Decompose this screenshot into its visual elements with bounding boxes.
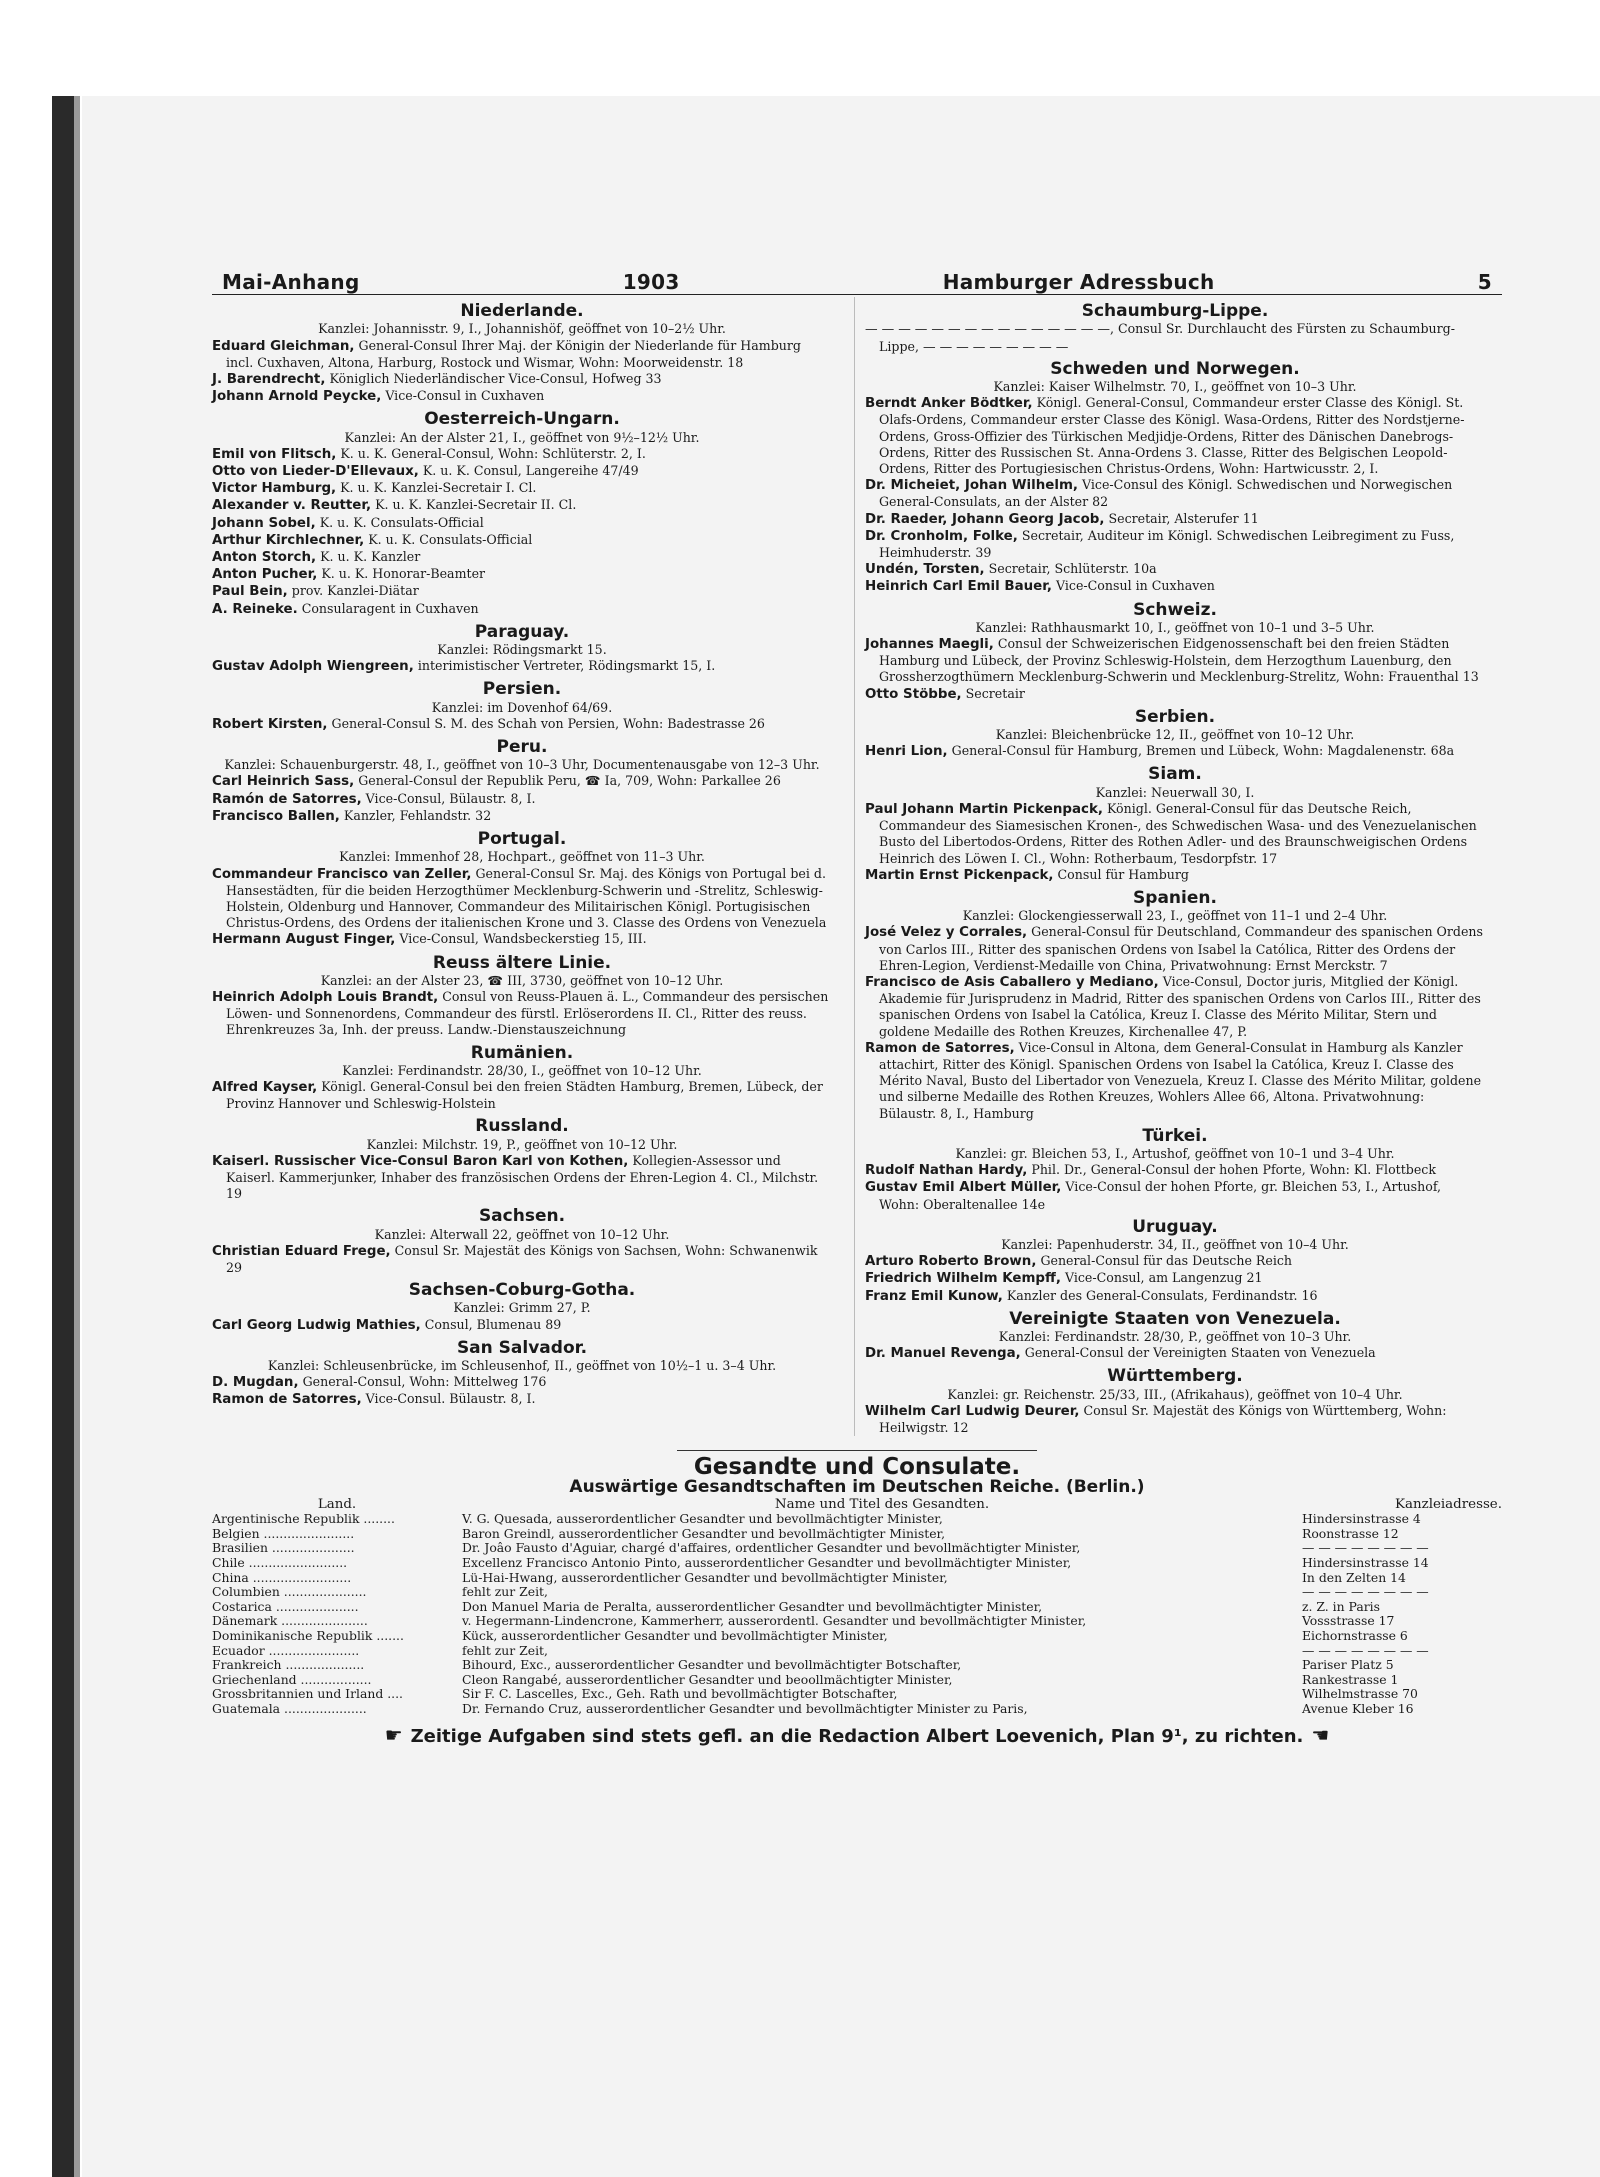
consul-details: Secretair, Auditeur im Königl. Schwedischen Leibregiment zu Fuss, Heimhuderstr. 39	[879, 527, 1455, 561]
consul-entry	[212, 1317, 832, 1334]
section-title: Rumänien.	[470, 1042, 574, 1063]
consul-name: Eduard Gleichman,	[212, 338, 355, 354]
page-content	[212, 266, 1502, 2156]
consul-details: K. u. K. Consulats-Official	[319, 514, 484, 530]
consul-details: Consul von Reuss-Plauen ä. L., Commandeur des persischen Löwen- und Sonnenordens, Commandeur des fürstl. Erlöserordens II. Cl., Ritter des reuss. Ehrenkreuzes 3a, Inh. der preuss. Landw.-Dienstauszeichnung	[226, 988, 829, 1038]
consul-details: prov. Kanzlei-Diätar	[291, 583, 419, 599]
kanzlei-line: Kanzlei: Milchstr. 19, P., geöffnet von 10–12 Uhr.	[366, 1136, 678, 1152]
gesandte-title: Gesandte und Consulate.	[693, 1454, 1021, 1481]
consul-details: Vice-Consul der hohen Pforte, gr. Bleichen 53, I., Artushof, Wohn: Oberaltenallee 14e	[879, 1179, 1442, 1212]
consul-details: General-Consul für Hamburg, Bremen und Lübeck, Wohn: Magdalenenstr. 68a	[951, 743, 1455, 759]
kanzlei-line: Kanzlei: an der Alster 23, ☎ III, 3730, geöffnet von 10–12 Uhr.	[320, 972, 724, 988]
consul-details: Königl. General-Consul bei den freien Städten Hamburg, Bremen, Lübeck, der Provinz Hannover und Schleswig-Holstein	[226, 1078, 823, 1112]
consul-details: General-Consul Ihrer Maj. der Königin der Niederlande für Hamburg incl. Cuxhaven, Altona, Harburg, Rostock und Wismar, Wohn: Moorweidenstr. 18	[226, 337, 801, 370]
table-row	[212, 1571, 1502, 1586]
consul-name: Henri Lion,	[865, 744, 948, 760]
consul-name: Christian Eduard Frege,	[212, 1243, 391, 1259]
table-row	[212, 1527, 1502, 1542]
consul-entry	[865, 1345, 1485, 1362]
consul-details: Kollegien-Assessor und Kaiserl. Kammerjunker, Inhaber des französischen Ordens der Ehren-Legion 4. Cl., Milchstr. 19	[226, 1152, 819, 1202]
section-title: Reuss ältere Linie.	[432, 952, 612, 973]
land-cell: China .........................	[212, 1569, 352, 1585]
consul-name: Dr. Micheiet, Johan Wilhelm,	[865, 478, 1078, 494]
consul-entry	[212, 497, 832, 514]
consul-details: K. u. K. Kanzlei-Secretair II. Cl.	[375, 497, 577, 513]
consul-name: Robert Kirsten,	[212, 716, 328, 732]
consul-name: Undén, Torsten,	[865, 562, 985, 578]
consul-details: Vice-Consul, am Langenzug 21	[1064, 1270, 1263, 1286]
land-cell: Columbien .....................	[212, 1584, 367, 1600]
consul-entry	[212, 716, 832, 733]
name-cell: Don Manuel Maria de Peralta, ausserordentlicher Gesandter und bevollmächtigter Minister,	[462, 1598, 1043, 1614]
consul-name: Wilhelm Carl Ludwig Deurer,	[865, 1403, 1080, 1419]
consul-name: Kaiserl. Russischer Vice-Consul Baron Karl von Kothen,	[212, 1153, 629, 1169]
section-title: Paraguay.	[474, 621, 570, 642]
consul-name: Francisco Ballen,	[212, 808, 340, 824]
name-cell: Cleon Rangabé, ausserordentlicher Gesandter und beoollmächtigter Minister,	[462, 1671, 953, 1687]
consul-details: Kanzler, Fehlandstr. 32	[343, 807, 492, 823]
land-cell: Grossbritannien und Irland ....	[212, 1686, 403, 1702]
kanzlei-line: Kanzlei: Papenhuderstr. 34, II., geöffnet von 10–4 Uhr.	[1001, 1236, 1349, 1252]
consul-entry	[865, 1403, 1485, 1436]
consul-name: Carl Heinrich Sass,	[212, 774, 355, 790]
consul-name: Paul Johann Martin Pickenpack,	[865, 801, 1103, 817]
two-column-body	[212, 297, 1502, 1436]
kanzlei-line: Kanzlei: gr. Reichenstr. 25/33, III., (Afrikahaus), geöffnet von 10–4 Uhr.	[947, 1386, 1403, 1402]
consul-name: Anton Pucher,	[212, 567, 318, 583]
section-divider	[677, 1450, 1037, 1451]
kanzlei-line: Kanzlei: im Dovenhof 64/69.	[431, 699, 613, 715]
consul-details: General-Consul S. M. des Schah von Persien, Wohn: Badestrasse 26	[331, 715, 765, 731]
consul-name: Hermann August Finger,	[212, 932, 396, 948]
consul-name: Rudolf Nathan Hardy,	[865, 1163, 1028, 1179]
consul-details: K. u. K. Kanzlei-Secretair I. Cl.	[340, 480, 537, 496]
land-cell: Brasilien .....................	[212, 1540, 355, 1556]
consul-entry	[865, 801, 1485, 867]
consul-name: Anton Storch,	[212, 550, 317, 566]
name-cell: Excellenz Francisco Antonio Pinto, ausserordentlicher Gesandter und bevollmächtigter Minister,	[462, 1554, 1072, 1570]
section-title: Serbien.	[1134, 706, 1216, 727]
land-cell: Dänemark ......................	[212, 1613, 368, 1629]
kanzlei-line: Kanzlei: Ferdinandstr. 28/30, I., geöffnet von 10–12 Uhr.	[342, 1062, 702, 1078]
consul-entry	[212, 989, 832, 1039]
header-left: Mai-Anhang	[222, 270, 360, 294]
consul-entry	[212, 515, 832, 532]
table-row	[212, 1644, 1502, 1659]
consul-name: Commandeur Francisco van Zeller,	[212, 866, 472, 882]
land-cell: Guatemala .....................	[212, 1700, 367, 1716]
land-cell: Frankreich ....................	[212, 1657, 365, 1673]
consul-entry	[865, 578, 1485, 595]
consul-entry	[212, 808, 832, 825]
section-title: Uruguay.	[1132, 1216, 1218, 1237]
table-row	[212, 1658, 1502, 1673]
kanzlei-line: Kanzlei: Schleusenbrücke, im Schleusenhof, II., geöffnet von 10½–1 u. 3–4 Uhr.	[267, 1357, 777, 1373]
consul-entry	[212, 1153, 832, 1203]
consul-details: Vice-Consul in Altona, dem General-Consulat in Hamburg als Kanzler attachirt, Ritter des Königl. Spanischen Ordens von Isabel la Católica, Kreuz I. Classe des Mérito Naval, Busto del Libertador von Venezuela, Kreuz I. Classe des Mérito Militar, goldene und silberne Medaille des Rothen Kreuzes, Wohlers Allee 66, Altona. Privatwohnung: Bülaustr. 8, I., Hamburg	[879, 1039, 1482, 1121]
consul-entry	[212, 791, 832, 808]
consul-entry	[865, 395, 1485, 477]
consul-name: Otto von Lieder-D'Ellevaux,	[212, 464, 419, 480]
consul-entry	[212, 866, 832, 932]
section-title: Schweden und Norwegen.	[1050, 358, 1300, 379]
book-spine-edge	[52, 96, 74, 2177]
consul-name: Berndt Anker Bödtker,	[865, 396, 1033, 412]
gesandte-subtitle: Auswärtige Gesandtschaften im Deutschen Reiche. (Berlin.)	[569, 1477, 1145, 1498]
consul-entry	[865, 1270, 1485, 1287]
consul-details: — — — — — — — — — — — — — — —, Consul Sr. Durchlaucht des Fürsten zu Schaumburg-Lippe, — — — — — — — — —	[865, 321, 1455, 354]
name-cell: Dr. Joâo Fausto d'Aguiar, chargé d'affaires, ordentlicher Gesandter und bevollmächtigter Minister,	[462, 1540, 1081, 1556]
consul-name: J. Barendrecht,	[212, 372, 326, 388]
table-row	[212, 1541, 1502, 1556]
consul-name: Martin Ernst Pickenpack,	[865, 867, 1054, 883]
consul-entry	[212, 549, 832, 566]
section-title: Vereinigte Staaten von Venezuela.	[1009, 1308, 1341, 1329]
consul-entry	[865, 867, 1485, 884]
name-cell: Dr. Fernando Cruz, ausserordentlicher Gesandter und bevollmächtigter Minister zu Paris,	[462, 1700, 1028, 1716]
kanzlei-line: Kanzlei: Glockengiesserwall 23, I., geöffnet von 11–1 und 2–4 Uhr.	[962, 908, 1388, 924]
consul-details: Secretair	[965, 685, 1025, 701]
consul-entry	[212, 583, 832, 600]
consul-details: Vice-Consul. Bülaustr. 8, I.	[365, 1391, 536, 1407]
consul-details: interimistischer Vertreter, Rödingsmarkt 15, I.	[417, 658, 716, 674]
consul-details: K. u. K. Kanzler	[320, 549, 421, 565]
consul-entry	[865, 743, 1485, 760]
consul-details: K. u. K. Consul, Langereihe 47/49	[422, 463, 639, 479]
kanzlei-line: Kanzlei: Immenhof 28, Hochpart., geöffnet von 11–3 Uhr.	[339, 849, 705, 865]
name-cell: Kück, ausserordentlicher Gesandter und bevollmächtigter Minister,	[462, 1627, 888, 1643]
footer-text: Zeitige Aufgaben sind stets gefl. an die Redaction Albert Loevenich, Plan 9¹, zu richten.	[410, 1725, 1304, 1747]
consul-name: Arturo Roberto Brown,	[865, 1254, 1037, 1270]
name-cell: fehlt zur Zeit,	[462, 1584, 548, 1600]
section-title: Türkei.	[1142, 1125, 1208, 1146]
land-cell: Belgien .......................	[212, 1525, 355, 1541]
section-title: Spanien.	[1133, 887, 1217, 908]
address-cell: Avenue Kleber 16	[1302, 1700, 1414, 1716]
consul-entry	[212, 480, 832, 497]
kanzlei-line: Kanzlei: Alterwall 22, geöffnet von 10–12 Uhr.	[374, 1226, 670, 1242]
kanzlei-line: Kanzlei: Schauenburgerstr. 48, I., geöffnet von 10–3 Uhr, Documentenausgabe von 12–3 Uhr.	[224, 757, 820, 773]
consul-name: Paul Bein,	[212, 584, 288, 600]
section-title: Schaumburg-Lippe.	[1081, 301, 1269, 322]
address-cell: z. Z. in Paris	[1302, 1598, 1380, 1614]
section-title: San Salvador.	[456, 1337, 588, 1358]
consul-entry	[865, 477, 1485, 510]
consul-entry	[865, 974, 1485, 1040]
consul-details: Consularagent in Cuxhaven	[301, 600, 479, 616]
consul-name: Franz Emil Kunow,	[865, 1288, 1003, 1304]
consul-name: Francisco de Asis Caballero y Mediano,	[865, 974, 1159, 990]
table-row	[212, 1687, 1502, 1702]
consul-entry	[865, 1040, 1485, 1122]
name-cell: Baron Greindl, ausserordentlicher Gesandter und bevollmächtigter Minister,	[462, 1525, 946, 1541]
consul-entry	[865, 636, 1485, 686]
consul-details: Consul, Blumenau 89	[424, 1316, 562, 1332]
section-title: Schweiz.	[1133, 599, 1217, 620]
kanzlei-line: Kanzlei: gr. Bleichen 53, I., Artushof, geöffnet von 10–1 und 3–4 Uhr.	[955, 1145, 1395, 1161]
consul-name: D. Mugdan,	[212, 1375, 299, 1391]
section-title: Persien.	[482, 679, 562, 700]
name-cell: Lü-Hai-Hwang, ausserordentlicher Gesandter und bevollmächtigter Minister,	[462, 1569, 948, 1585]
consul-entry	[212, 601, 832, 618]
consul-name: Victor Hamburg,	[212, 481, 337, 497]
consul-details: Secretair, Alsterufer 11	[1108, 510, 1259, 526]
pointing-hand-icon: ☛	[384, 1722, 403, 1747]
address-cell: Wilhelmstrasse 70	[1302, 1686, 1418, 1702]
name-cell: Bihourd, Exc., ausserordentlicher Gesandter und bevollmächtigter Botschafter,	[462, 1657, 962, 1673]
section-title: Sachsen-Coburg-Gotha.	[408, 1280, 636, 1301]
consul-details: Secretair, Schlüterstr. 10a	[988, 561, 1157, 577]
table-row	[212, 1512, 1502, 1527]
consul-details: Consul Sr. Majestät des Königs von Württemberg, Wohn: Heilwigstr. 12	[879, 1402, 1447, 1435]
consul-entry	[212, 446, 832, 463]
section-title: Siam.	[1148, 764, 1202, 785]
consul-details: Phil. Dr., General-Consul der hohen Pforte, Wohn: Kl. Flottbeck	[1031, 1162, 1436, 1178]
address-cell: Rankestrasse 1	[1302, 1671, 1399, 1687]
consul-entry	[212, 1243, 832, 1276]
right-column	[854, 297, 1485, 1436]
consul-details: General-Consul, Wohn: Mittelweg 176	[302, 1374, 547, 1390]
address-cell: Roonstrasse 12	[1302, 1525, 1399, 1541]
consul-entry	[865, 528, 1485, 561]
pointing-hand-left-icon: ☚	[1311, 1722, 1330, 1747]
name-cell: fehlt zur Zeit,	[462, 1642, 548, 1658]
section-title: Sachsen.	[478, 1206, 566, 1227]
consul-entry	[865, 511, 1485, 528]
table-row	[212, 1702, 1502, 1717]
consul-name: Alexander v. Reutter,	[212, 498, 372, 514]
address-cell: Vossstrasse 17	[1302, 1613, 1395, 1629]
consul-name: José Velez y Corrales,	[865, 925, 1028, 941]
page-gutter	[74, 96, 80, 2177]
consul-name: Gustav Emil Albert Müller,	[865, 1180, 1062, 1196]
consul-entry	[212, 1374, 832, 1391]
consul-name: Dr. Raeder, Johann Georg Jacob,	[865, 511, 1105, 527]
consul-name: Ramon de Satorres,	[865, 1040, 1015, 1056]
col-addr-header: Kanzleiadresse.	[1395, 1496, 1502, 1512]
consul-details: Vice-Consul, Wandsbeckerstieg 15, III.	[399, 931, 647, 947]
section-title: Niederlande.	[460, 301, 584, 322]
consul-name: Johann Sobel,	[212, 515, 316, 531]
consul-details: Vice-Consul, Bülaustr. 8, I.	[365, 790, 536, 806]
land-cell: Ecuador .......................	[212, 1642, 360, 1658]
kanzlei-line: Kanzlei: Bleichenbrücke 12, II., geöffnet von 10–12 Uhr.	[995, 727, 1355, 743]
consul-entry	[865, 561, 1485, 578]
consul-details: Consul Sr. Majestät des Königs von Sachsen, Wohn: Schwanenwik 29	[226, 1242, 818, 1275]
consul-entry	[212, 1079, 832, 1112]
consul-details: Vice-Consul in Cuxhaven	[1056, 578, 1215, 594]
table-row	[212, 1585, 1502, 1600]
table-row	[212, 1673, 1502, 1688]
consul-name: Emil von Flitsch,	[212, 446, 337, 462]
kanzlei-line: Kanzlei: Rödingsmarkt 15.	[437, 642, 607, 658]
section-title: Portugal.	[477, 829, 567, 850]
consul-entry	[865, 1288, 1485, 1305]
consul-entry	[212, 931, 832, 948]
land-cell: Argentinische Republik ........	[212, 1511, 395, 1527]
consul-name: Dr. Cronholm, Folke,	[865, 528, 1018, 544]
consul-entry	[212, 658, 832, 675]
consul-details: General-Consul für Deutschland, Commandeur des spanischen Ordens von Carlos III., Ritter des spanischen Ordens von Isabel la Católica, Ritter des Ordens der Ehren-Legion, Verdienst-Medaille von China, Privatwohnung: Ernst Merckstr. 7	[879, 924, 1483, 973]
consul-name: Friedrich Wilhelm Kempff,	[865, 1271, 1061, 1287]
consul-name: Gustav Adolph Wiengreen,	[212, 659, 414, 675]
section-title: Württemberg.	[1107, 1366, 1243, 1387]
consul-details: Consul der Schweizerischen Eidgenossenschaft bei den freien Städten Hamburg und Lübeck, der Provinz Schleswig-Holstein, dem Herzogthum Lauenburg, den Grossherzogthümern Mecklenburg-Schwerin und Mecklenburg-Strelitz, Wohn: Frauenthal 13	[879, 636, 1479, 685]
consul-details: General-Consul für das Deutsche Reich	[1040, 1253, 1293, 1269]
consul-entry	[212, 773, 832, 790]
kanzlei-line: Kanzlei: Johannisstr. 9, I., Johannishöf, geöffnet von 10–2½ Uhr.	[318, 321, 726, 337]
page	[82, 96, 1600, 2177]
section-title: Oesterreich-Ungarn.	[424, 409, 620, 430]
address-cell: Eichornstrasse 6	[1302, 1627, 1408, 1643]
land-cell: Dominikanische Republik .......	[212, 1627, 404, 1643]
consul-details: Königlich Niederländischer Vice-Consul, Hofweg 33	[329, 371, 662, 387]
footer-notice	[212, 1722, 1502, 1747]
name-cell: Sir F. C. Lascelles, Exc., Geh. Rath und bevollmächtigter Botschafter,	[462, 1686, 898, 1702]
consul-entry	[212, 1391, 832, 1408]
address-cell: — — — — — — — —	[1302, 1584, 1429, 1600]
kanzlei-line: Kanzlei: Grimm 27, P.	[453, 1300, 591, 1316]
header-year: 1903	[622, 270, 680, 294]
consul-name: Dr. Manuel Revenga,	[865, 1346, 1021, 1362]
consul-details: Königl. General-Consul, Commandeur erster Classe des Königl. St. Olafs-Ordens, Commandeur erster Classe des Königl. Wasa-Ordens, Ritter des Nordstjerne-Ordens, Gross-Offizier des Türkischen Medjidje-Ordens, Ritter des Dänischen Danebrogs-Ordens, Ritter des Russischen St. Anna-Ordens 3. Classe, Ritter des Belgischen Leopold-Ordens, Ritter des Portugiesischen Christus-Ordens, Wohn: Hartwicusstr. 2, I.	[879, 395, 1465, 477]
address-cell: Hindersinstrasse 4	[1302, 1511, 1421, 1527]
consul-name: Ramon de Satorres,	[212, 1392, 362, 1408]
consul-details: Kanzler des General-Consulats, Ferdinandstr. 16	[1006, 1287, 1318, 1303]
land-cell: Griechenland ..................	[212, 1671, 372, 1687]
header-title: Hamburger Adressbuch	[942, 270, 1215, 294]
address-cell: Pariser Platz 5	[1302, 1657, 1394, 1673]
consul-name: Heinrich Adolph Louis Brandt,	[212, 989, 439, 1005]
table-row	[212, 1614, 1502, 1629]
consul-details: Consul für Hamburg	[1057, 866, 1189, 882]
consul-name: A. Reineke.	[212, 601, 298, 617]
consul-entry	[212, 463, 832, 480]
land-cell: Chile .........................	[212, 1554, 348, 1570]
consul-entry	[865, 321, 1485, 354]
address-cell: — — — — — — — —	[1302, 1540, 1429, 1556]
consul-name: Alfred Kayser,	[212, 1079, 318, 1095]
section-title: Russland.	[475, 1116, 569, 1137]
col-land-header: Land.	[317, 1496, 357, 1512]
address-cell: Hindersinstrasse 14	[1302, 1554, 1429, 1570]
kanzlei-line: Kanzlei: Kaiser Wilhelmstr. 70, I., geöffnet von 10–3 Uhr.	[993, 379, 1357, 395]
consul-entry	[865, 1162, 1485, 1179]
consul-entry	[212, 566, 832, 583]
consul-details: K. u. K. Honorar-Beamter	[321, 566, 486, 582]
table-row	[212, 1556, 1502, 1571]
left-column	[212, 297, 832, 1436]
consul-details: General-Consul Sr. Maj. des Königs von Portugal bei d. Hansestädten, für die beiden Herzogthümer Mecklenburg-Schwerin und -Strelitz, Schleswig-Holstein, Oldenburg und Hannover, Commandeur des Militairischen Königl. Portugisischen Christus-Ordens, des Ordens der italienischen Krone und 3. Classe des Ordens von Venezuela	[226, 865, 827, 931]
name-cell: v. Hegermann-Lindencrone, Kammerherr, ausserordentl. Gesandter und bevollmächtigter Minister,	[462, 1613, 1087, 1629]
consul-entry	[865, 924, 1485, 974]
consul-entry	[212, 388, 832, 405]
address-cell: — — — — — — — —	[1302, 1642, 1429, 1658]
consul-name: Carl Georg Ludwig Mathies,	[212, 1317, 421, 1333]
consul-entry	[865, 1253, 1485, 1270]
consul-entry	[865, 686, 1485, 703]
consul-entry	[212, 532, 832, 549]
consul-entry	[212, 338, 832, 371]
table-row	[212, 1629, 1502, 1644]
table-row	[212, 1600, 1502, 1615]
gesandte-table	[212, 1498, 1502, 1717]
consul-details: General-Consul der Republik Peru, ☎ Ia, 709, Wohn: Parkallee 26	[358, 773, 781, 789]
section-title: Peru.	[496, 737, 548, 758]
land-cell: Costarica .....................	[212, 1598, 359, 1614]
kanzlei-line: Kanzlei: An der Alster 21, I., geöffnet von 9½–12½ Uhr.	[344, 429, 700, 445]
kanzlei-line: Kanzlei: Rathhausmarkt 10, I., geöffnet von 10–1 und 3–5 Uhr.	[975, 619, 1375, 635]
consul-details: General-Consul der Vereinigten Staaten von Venezuela	[1024, 1345, 1376, 1361]
consul-entry	[865, 1179, 1485, 1212]
consul-details: Vice-Consul des Königl. Schwedischen und Norwegischen General-Consulats, an der Alster 82	[879, 477, 1453, 510]
address-cell: In den Zelten 14	[1302, 1569, 1406, 1585]
gesandte-table-header	[212, 1498, 1502, 1513]
col-name-header: Name und Titel des Gesandten.	[774, 1496, 990, 1512]
name-cell: V. G. Quesada, ausserordentlicher Gesandter und bevollmächtigter Minister,	[462, 1511, 943, 1527]
consul-name: Heinrich Carl Emil Bauer,	[865, 579, 1052, 595]
kanzlei-line: Kanzlei: Ferdinandstr. 28/30, P., geöffnet von 10–3 Uhr.	[998, 1328, 1352, 1344]
consul-entry	[212, 371, 832, 388]
consul-details: K. u. K. Consulats-Official	[368, 531, 533, 547]
consul-name: Otto Stöbbe,	[865, 686, 962, 702]
running-header	[212, 266, 1502, 295]
gesandte-table-body	[212, 1512, 1502, 1716]
page-number: 5	[1477, 270, 1492, 294]
consul-name: Arthur Kirchlechner,	[212, 532, 365, 548]
consul-details: K. u. K. General-Consul, Wohn: Schlüterstr. 2, I.	[340, 445, 646, 461]
consul-name: Johann Arnold Peycke,	[212, 389, 382, 405]
kanzlei-line: Kanzlei: Neuerwall 30, I.	[1095, 784, 1255, 800]
consul-details: Vice-Consul, Doctor juris, Mitglied der Königl. Akademie für Jurisprudenz in Madrid, Ritter des spanischen Ordens von Carlos III., Ritter des spanischen Ordens von Isabel la Católica, Kreuz I. Classe des Mérito Militar, Stern und goldene Medaille des Rothen Kreuzes, Kirchenallee 47, P.	[879, 973, 1481, 1039]
consul-name: Johannes Maegli,	[865, 637, 994, 653]
consul-name: Ramón de Satorres,	[212, 791, 362, 807]
consul-details: Königl. General-Consul für das Deutsche Reich, Commandeur des Siamesischen Kronen-, des Schwedischen Wasa- und des Venezuelanischen Busto del Libertodos-Ordens, Ritter des Rothen Adler- und des Braunschweigischen Ordens Heinrich des Löwen I. Cl., Wohn: Rotherbaum, Tesdorpfstr. 17	[879, 800, 1477, 866]
consul-details: Vice-Consul in Cuxhaven	[385, 388, 545, 404]
